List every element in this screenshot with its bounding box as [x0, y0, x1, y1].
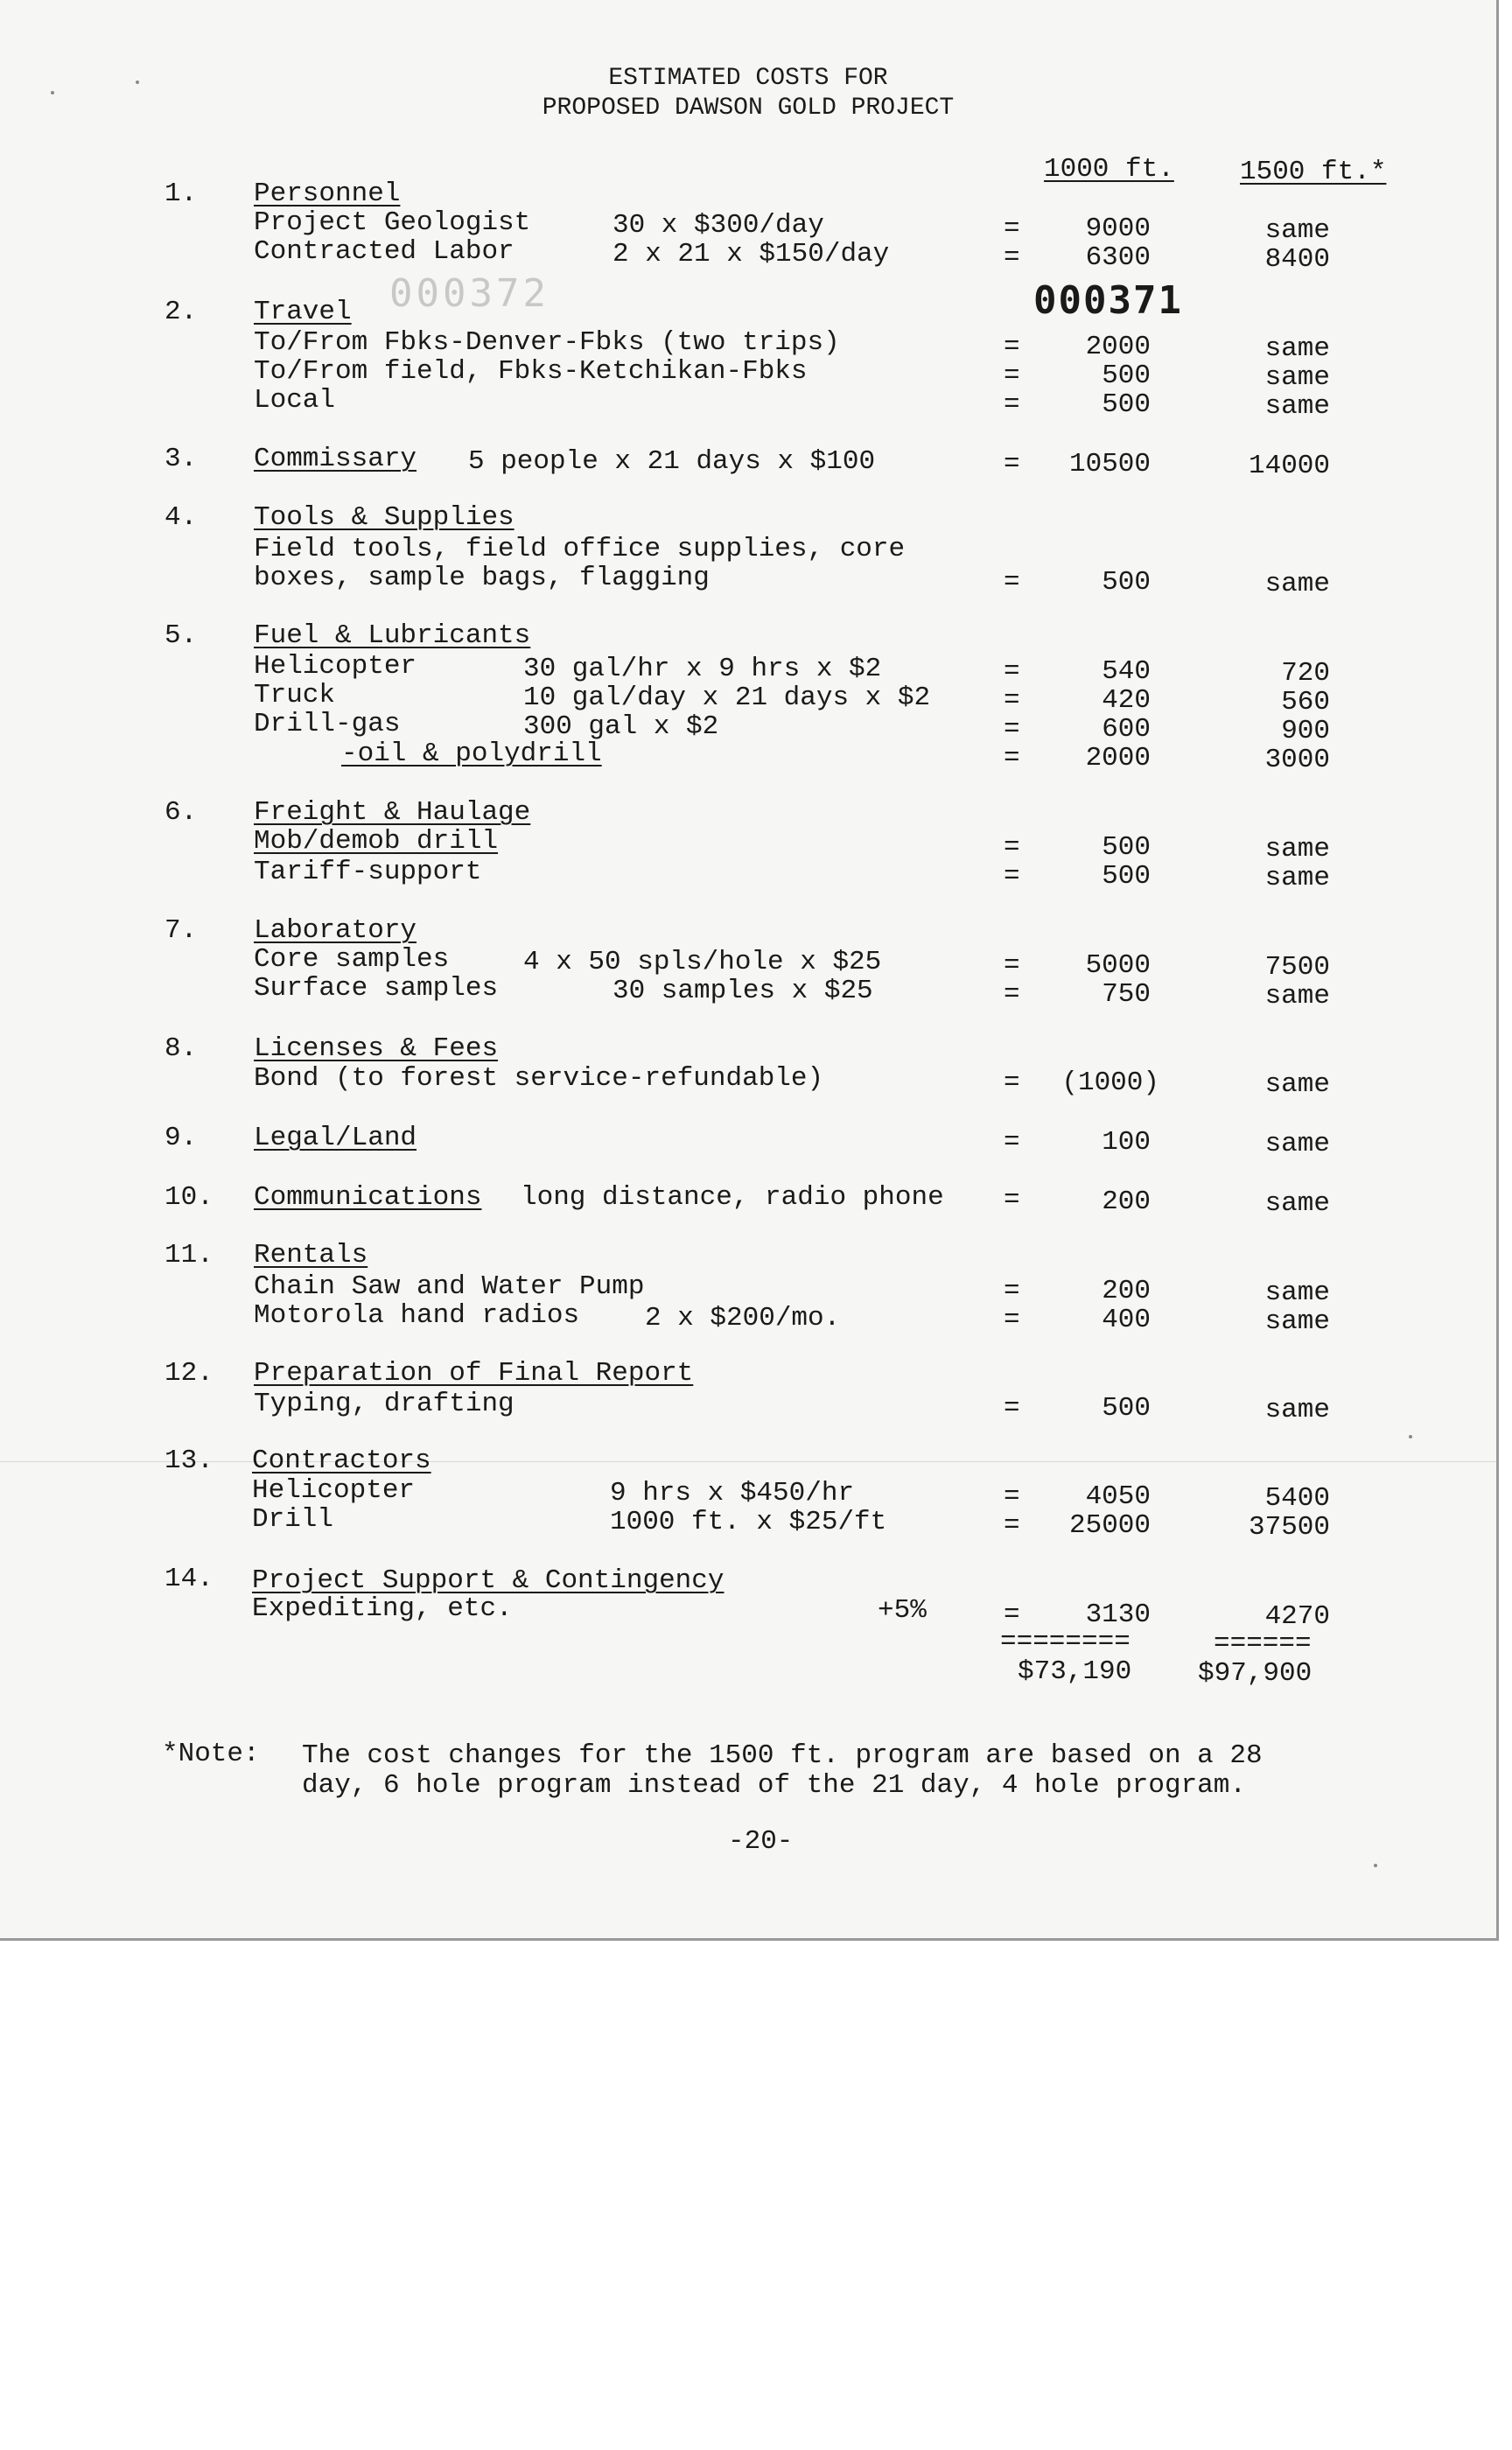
item-number: 13. — [164, 1446, 214, 1476]
page-number: -20- — [728, 1826, 794, 1857]
total-1500ft: $97,900 — [1198, 1658, 1312, 1689]
row-label: -oil & polydrill — [341, 738, 602, 769]
value-1500ft: same — [1264, 1278, 1330, 1308]
row-label: Bond (to forest service-refundable) — [254, 1063, 824, 1094]
value-1000ft: 2000 — [1085, 332, 1151, 362]
value-1500ft: same — [1264, 569, 1330, 599]
bates-stamp: 000371 — [1033, 278, 1183, 323]
total-1000ft: $73,190 — [1018, 1656, 1132, 1687]
row-label: Contracted Labor — [254, 236, 514, 267]
row-detail: 5 people x 21 days x $100 — [468, 446, 876, 477]
value-1000ft: (1000) — [1061, 1068, 1159, 1098]
total-separator-1500ft: ====== — [1214, 1628, 1312, 1659]
item-number: 2. — [164, 297, 198, 327]
equals-sign: = — [1004, 832, 1020, 863]
total-separator-1000ft: ======== — [1000, 1627, 1130, 1657]
column-header-1500ft: 1500 ft.* — [1240, 157, 1387, 187]
value-1000ft: 100 — [1102, 1127, 1151, 1158]
value-1000ft: 400 — [1102, 1305, 1151, 1335]
value-1500ft: 3000 — [1264, 745, 1330, 775]
item-heading: Fuel & Lubricants — [254, 620, 531, 651]
value-1500ft: same — [1264, 1129, 1330, 1159]
scan-fold-line — [0, 1461, 1496, 1462]
note-label: *Note: — [162, 1739, 260, 1769]
value-1500ft: same — [1264, 333, 1330, 364]
equals-sign: = — [1004, 743, 1020, 774]
item-heading: Rentals — [254, 1240, 368, 1270]
equals-sign: = — [1004, 332, 1020, 362]
value-1000ft: 25000 — [1068, 1510, 1151, 1541]
value-1000ft: 200 — [1102, 1186, 1151, 1217]
value-1500ft: 560 — [1281, 687, 1330, 718]
row-label: Project Geologist — [254, 207, 531, 238]
item-heading: Preparation of Final Report — [254, 1358, 694, 1389]
item-heading: Communications — [254, 1182, 482, 1213]
value-1000ft: 5000 — [1085, 950, 1151, 981]
item-number: 4. — [164, 502, 198, 533]
row-label: Helicopter — [254, 651, 417, 682]
item-heading: Project Support & Contingency — [252, 1565, 724, 1596]
row-label: Field tools, field office supplies, core — [254, 534, 906, 564]
item-heading: Commissary — [254, 444, 417, 474]
equals-sign: = — [1004, 567, 1020, 598]
row-label: Surface samples — [254, 973, 499, 1004]
item-number: 9. — [164, 1123, 198, 1153]
item-heading: Legal/Land — [254, 1123, 417, 1153]
item-heading: Licenses & Fees — [254, 1033, 499, 1064]
value-1000ft: 500 — [1102, 861, 1151, 892]
row-detail: 1000 ft. x $25/ft — [610, 1507, 887, 1537]
value-1500ft: same — [1264, 391, 1330, 422]
doc-title-line2: PROPOSED DAWSON GOLD PROJECT — [542, 94, 955, 122]
value-1000ft: 750 — [1102, 979, 1151, 1010]
equals-sign: = — [1004, 360, 1020, 391]
value-1500ft: 7500 — [1264, 952, 1330, 983]
value-1000ft: 3130 — [1085, 1600, 1151, 1630]
row-label: Chain Saw and Water Pump — [254, 1271, 645, 1302]
note-line1: The cost changes for the 1500 ft. program are based on a 28 — [302, 1740, 1263, 1771]
item-heading: Tools & Supplies — [254, 502, 514, 533]
row-detail: +5% — [878, 1595, 927, 1626]
item-heading: Travel — [254, 297, 352, 327]
item-number: 10. — [164, 1182, 214, 1213]
value-1000ft: 2000 — [1085, 743, 1151, 774]
value-1000ft: 600 — [1102, 714, 1151, 745]
equals-sign: = — [1004, 1127, 1020, 1158]
row-label: Mob/demob drill — [254, 826, 499, 857]
value-1000ft: 420 — [1102, 685, 1151, 716]
row-label: Tariff-support — [254, 857, 482, 887]
scan-speck — [1409, 1435, 1412, 1438]
equals-sign: = — [1004, 449, 1020, 480]
equals-sign: = — [1004, 1068, 1020, 1098]
value-1000ft: 500 — [1102, 832, 1151, 863]
equals-sign: = — [1004, 950, 1020, 981]
row-detail: 4 x 50 spls/hole x $25 — [523, 947, 882, 977]
value-1500ft: 4270 — [1264, 1601, 1330, 1632]
row-label: To/From Fbks-Denver-Fbks (two trips) — [254, 327, 840, 358]
value-1500ft: 37500 — [1248, 1512, 1330, 1543]
value-1500ft: 720 — [1281, 658, 1330, 689]
row-label: Expediting, etc. — [252, 1593, 513, 1624]
value-1500ft: same — [1264, 1306, 1330, 1337]
item-heading: Laboratory — [254, 915, 417, 946]
row-label: Drill-gas — [254, 709, 401, 739]
equals-sign: = — [1004, 714, 1020, 745]
item-heading: Contractors — [252, 1446, 431, 1476]
value-1000ft: 500 — [1102, 389, 1151, 420]
row-detail: 30 samples x $25 — [612, 976, 873, 1006]
equals-sign: = — [1004, 861, 1020, 892]
row-label: Truck — [254, 680, 336, 710]
equals-sign: = — [1004, 1510, 1020, 1541]
value-1000ft: 500 — [1102, 360, 1151, 391]
value-1000ft: 200 — [1102, 1276, 1151, 1306]
value-1500ft: same — [1264, 1188, 1330, 1219]
row-label: To/From field, Fbks-Ketchikan-Fbks — [254, 356, 808, 387]
value-1500ft: 5400 — [1264, 1483, 1330, 1514]
item-number: 11. — [164, 1240, 214, 1270]
value-1000ft: 6300 — [1085, 242, 1151, 273]
row-label: Core samples — [254, 944, 450, 975]
scan-speck — [1374, 1864, 1377, 1867]
equals-sign: = — [1004, 1276, 1020, 1306]
value-1500ft: same — [1264, 1069, 1330, 1100]
row-label: Local — [254, 385, 336, 416]
row-detail: 30 x $300/day — [612, 210, 824, 241]
value-1000ft: 4050 — [1085, 1481, 1151, 1512]
row-label: Helicopter — [252, 1475, 416, 1506]
item-heading: Freight & Haulage — [254, 797, 531, 828]
row-label: Typing, drafting — [254, 1389, 514, 1419]
equals-sign: = — [1004, 979, 1020, 1010]
equals-sign: = — [1004, 1481, 1020, 1512]
row-detail: 9 hrs x $450/hr — [610, 1478, 855, 1508]
item-number: 14. — [164, 1564, 214, 1594]
row-label: Motorola hand radios — [254, 1300, 580, 1331]
row-label: boxes, sample bags, flagging — [254, 563, 710, 593]
equals-sign: = — [1004, 656, 1020, 687]
row-detail: 10 gal/day x 21 days x $2 — [523, 682, 931, 713]
equals-sign: = — [1004, 1305, 1020, 1335]
value-1500ft: 8400 — [1264, 244, 1330, 275]
row-detail: 2 x $200/mo. — [645, 1303, 841, 1334]
item-number: 7. — [164, 915, 198, 946]
column-header-1000ft: 1000 ft. — [1044, 154, 1174, 185]
value-1500ft: same — [1264, 1395, 1330, 1425]
note-line2: day, 6 hole program instead of the 21 day, 4 hole program. — [302, 1770, 1246, 1801]
item-number: 5. — [164, 620, 198, 651]
value-1500ft: same — [1264, 834, 1330, 864]
value-1000ft: 9000 — [1085, 214, 1151, 244]
value-1500ft: same — [1264, 981, 1330, 1012]
equals-sign: = — [1004, 1393, 1020, 1424]
doc-title-line1: ESTIMATED COSTS FOR — [608, 65, 888, 92]
value-1500ft: same — [1264, 362, 1330, 393]
value-1500ft: same — [1264, 863, 1330, 893]
item-number: 3. — [164, 444, 198, 474]
value-1000ft: 500 — [1102, 567, 1151, 598]
faint-stamp: 000372 — [389, 271, 550, 316]
item-number: 8. — [164, 1033, 198, 1064]
value-1000ft: 10500 — [1068, 449, 1151, 480]
item-heading: Personnel — [254, 178, 401, 209]
value-1500ft: 900 — [1281, 716, 1330, 746]
equals-sign: = — [1004, 685, 1020, 716]
row-detail: 2 x 21 x $150/day — [612, 239, 890, 270]
value-1500ft: same — [1264, 215, 1330, 246]
row-detail: 30 gal/hr x 9 hrs x $2 — [523, 654, 882, 684]
value-1500ft: 14000 — [1248, 451, 1330, 481]
equals-sign: = — [1004, 242, 1020, 273]
equals-sign: = — [1004, 1185, 1020, 1215]
item-number: 12. — [164, 1358, 214, 1389]
row-detail: 300 gal x $2 — [523, 711, 719, 742]
equals-sign: = — [1004, 389, 1020, 420]
equals-sign: = — [1004, 214, 1020, 244]
row-label: Drill — [252, 1504, 334, 1535]
value-1000ft: 500 — [1102, 1393, 1151, 1424]
item-number: 6. — [164, 797, 198, 828]
value-1000ft: 540 — [1102, 656, 1151, 687]
row-detail: long distance, radio phone — [521, 1182, 944, 1213]
item-number: 1. — [164, 178, 198, 209]
equals-sign: = — [1004, 1600, 1020, 1630]
